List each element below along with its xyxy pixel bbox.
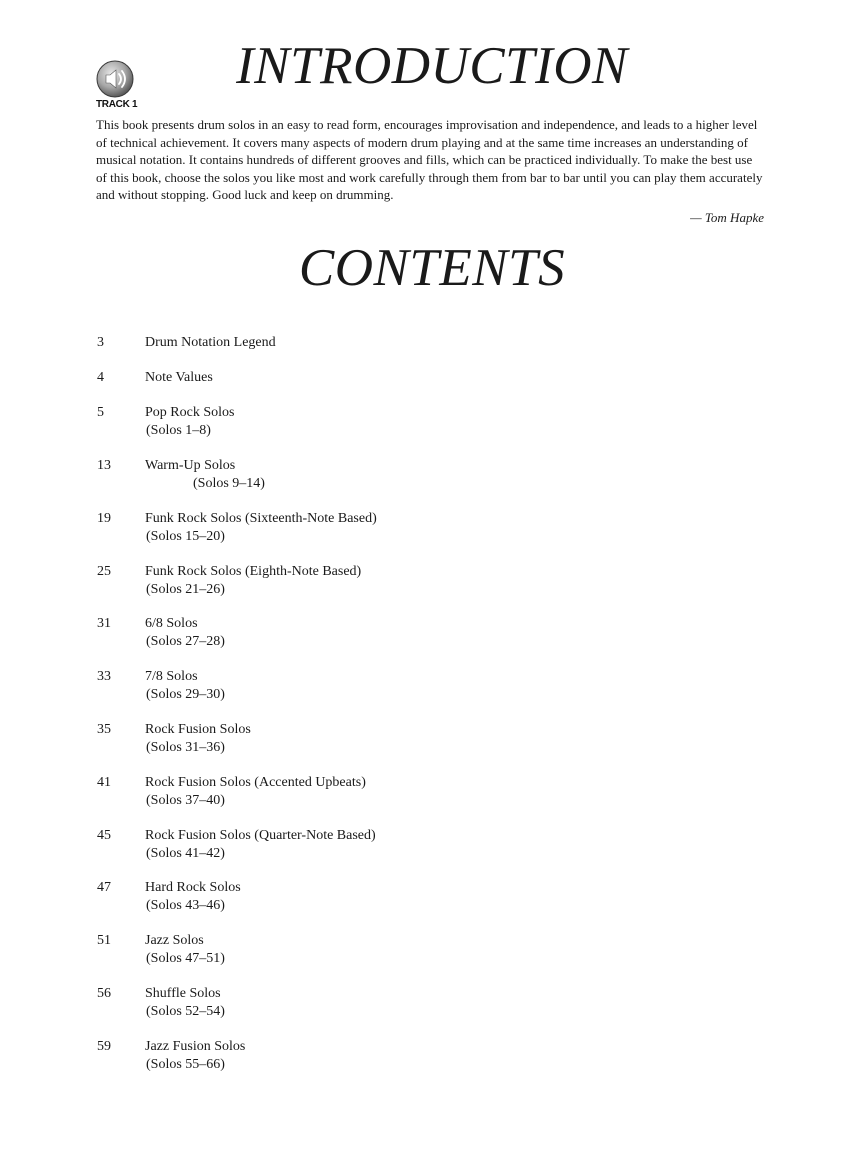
toc-solo-range: (Solos 1–8) — [146, 423, 211, 438]
toc-solo-range: (Solos 21–26) — [146, 582, 225, 597]
toc-page-number: 59 — [97, 1039, 111, 1054]
toc-title: Hard Rock Solos — [145, 880, 241, 895]
contents-heading: CONTENTS — [298, 239, 566, 297]
toc-page-number: 41 — [97, 775, 111, 790]
toc-title: 6/8 Solos — [145, 616, 198, 631]
toc-page-number: 33 — [97, 669, 111, 684]
toc-page-number: 25 — [97, 564, 111, 579]
toc-page-number: 35 — [97, 722, 111, 737]
toc-title: Funk Rock Solos (Eighth-Note Based) — [145, 564, 362, 579]
toc-title: 7/8 Solos — [145, 669, 198, 684]
toc-page-number: 47 — [97, 880, 111, 895]
toc-page-number: 31 — [97, 616, 111, 631]
introduction-text: This book presents drum solos in an easy to read form, encourages improvisation and independence, and leads to a higher level of technical achievement. It covers many aspects of modern drum playing and at the same time increases an understanding of musical notation. It contains hundreds of different grooves and fills, which can be practiced individually. To make the best use of this book, choose the solos you like most and work carefully through them from bar to bar until you can play them accurately and without stopping. Good luck and keep on drumming. — [96, 117, 763, 202]
toc-title: Rock Fusion Solos (Quarter-Note Based) — [145, 828, 376, 843]
toc-page-number: 3 — [97, 335, 104, 350]
toc-solo-range: (Solos 15–20) — [146, 529, 225, 544]
toc-solo-range: (Solos 29–30) — [146, 687, 225, 702]
toc-title: Rock Fusion Solos (Accented Upbeats) — [145, 775, 366, 790]
toc-title: Rock Fusion Solos — [145, 722, 251, 737]
introduction-heading: INTRODUCTION — [236, 37, 628, 95]
track-label: TRACK 1 — [96, 99, 138, 110]
toc-page-number: 4 — [97, 370, 104, 385]
toc-solo-range: (Solos 47–51) — [146, 951, 225, 966]
toc-solo-range: (Solos 27–28) — [146, 634, 225, 649]
toc-title: Jazz Fusion Solos — [145, 1039, 246, 1054]
toc-page-number: 13 — [97, 458, 111, 473]
toc-page-number: 51 — [97, 933, 111, 948]
toc-page-number: 45 — [97, 828, 111, 843]
toc-title: Funk Rock Solos (Sixteenth-Note Based) — [145, 511, 377, 526]
toc-title: Shuffle Solos — [145, 986, 221, 1001]
toc-page-number: 56 — [97, 986, 111, 1001]
toc-title: Warm-Up Solos — [145, 458, 236, 473]
toc-solo-range: (Solos 55–66) — [146, 1057, 225, 1072]
toc-solo-range: (Solos 52–54) — [146, 1004, 225, 1019]
toc-title: Note Values — [145, 370, 213, 385]
toc-title: Pop Rock Solos — [145, 405, 235, 420]
toc-page-number: 5 — [97, 405, 104, 420]
toc-title: Jazz Solos — [145, 933, 204, 948]
author-signature: — Tom Hapke — [690, 210, 764, 225]
toc-page-number: 19 — [97, 511, 111, 526]
toc-title: Drum Notation Legend — [145, 335, 276, 350]
toc-solo-range: (Solos 9–14) — [193, 476, 265, 491]
toc-solo-range: (Solos 41–42) — [146, 846, 225, 861]
toc-solo-range: (Solos 43–46) — [146, 898, 225, 913]
toc-solo-range: (Solos 37–40) — [146, 793, 225, 808]
toc-solo-range: (Solos 31–36) — [146, 740, 225, 755]
